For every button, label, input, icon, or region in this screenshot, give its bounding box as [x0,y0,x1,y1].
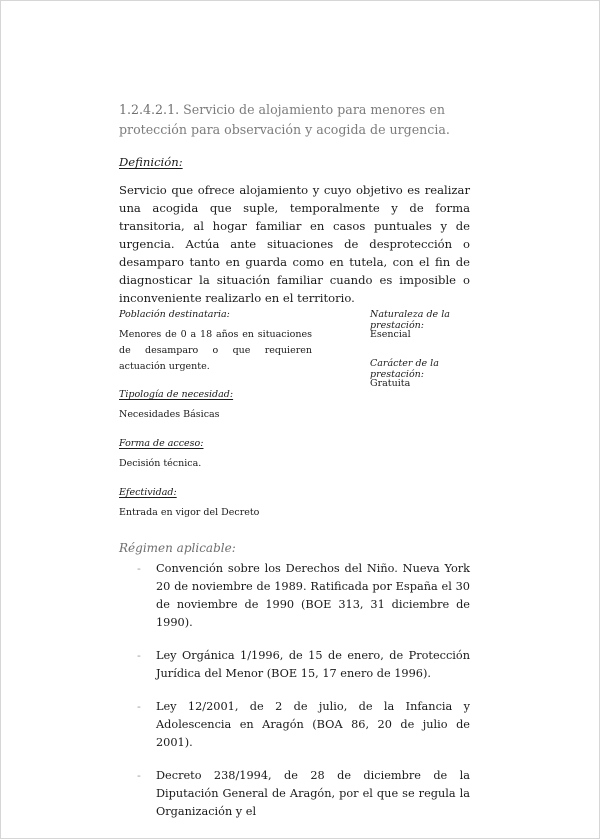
dash-bullet: - [137,769,141,782]
section-title [119,100,470,140]
regimen-heading: Régimen aplicable: [119,541,236,555]
dash-bullet: - [137,649,141,662]
section-number: 1.2.4.2.1. [119,102,180,117]
forma-acceso-heading: Forma de acceso: [119,438,204,449]
tipologia-heading: Tipología de necesidad: [119,389,234,400]
naturaleza-heading: Naturaleza de la prestación: [370,309,450,331]
regimen-item: - Ley 12/2001, de 2 de julio, de la Infancia y Adolescencia en Aragón (BOA 86, 20 de julio de 2001). [137,700,470,749]
regimen-list [119,560,470,821]
regimen-item: - Ley Orgánica 1/1996, de 15 de enero, de Protección Jurídica del Menor (BOE 15, 17 enero de 1996). [137,649,470,680]
poblacion-heading: Población destinataria: [119,309,230,320]
dash-bullet: - [137,700,141,713]
naturaleza-value: Esencial [370,329,411,340]
section-title-text: Servicio de alojamiento para menores en protección para observación y acogida de urgencia. [119,102,450,137]
definicion-heading: Definición: [119,155,183,169]
tipologia-value: Necesidades Básicas [119,409,220,420]
efectividad-value: Entrada en vigor del Decreto [119,507,260,518]
definicion-body: Servicio que ofrece alojamiento y cuyo objetivo es realizar una acogida que suple, temporalmente y de forma transitoria, al hogar familiar en casos puntuales y de urgencia. Actúa ante situaciones de desprotección o desamparo tanto en guarda como en tutela, con el fin de diagnosticar la situación familiar cuando es imposible o inconveniente realizarlo en el territorio. [119,183,470,305]
regimen-item: - Convención sobre los Derechos del Niño. Nueva York 20 de noviembre de 1989. Ratificada por España el 30 de noviembre de 1990 (BOE 313, 31 diciembre de 1990). [137,562,470,629]
dash-bullet: - [137,562,141,575]
regimen-item: - Decreto 238/1994, de 28 de diciembre de la Diputación General de Aragón, por el que se regula la Organización y el [137,769,470,818]
forma-acceso-value: Decisión técnica. [119,458,202,469]
efectividad-heading: Efectividad: [119,487,177,498]
caracter-heading: Carácter de la prestación: [370,358,439,380]
poblacion-body: Menores de 0 a 18 años en situaciones de desamparo o que requieren actuación urgente. [119,329,312,372]
caracter-value: Gratuita [370,378,411,389]
